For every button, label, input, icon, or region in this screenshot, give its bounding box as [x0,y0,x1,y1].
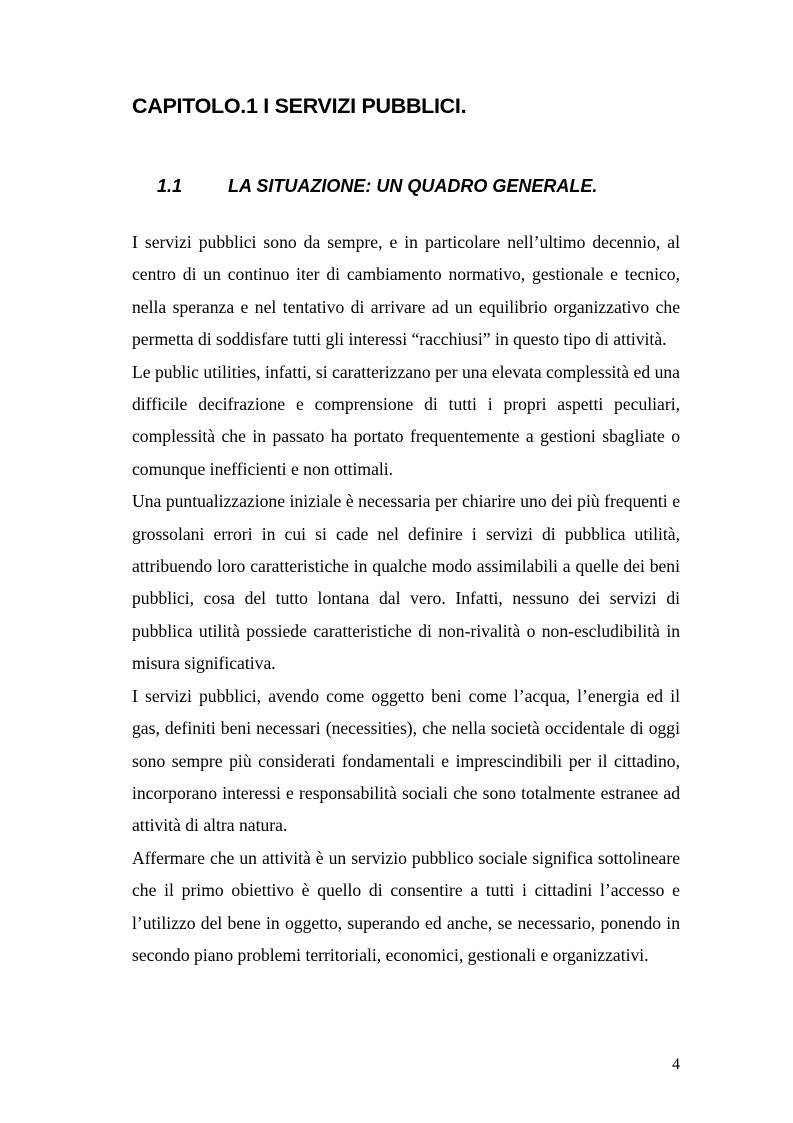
paragraph: I servizi pubblici sono da sempre, e in particolare nell’ultimo decennio, al centro di un continuo iter di cambiamento normativo, gestionale e tecnico, nella speranza e nel tentativo di arrivare ad un equilibrio organizzativo che permetta di soddisfare tutti gli interessi “racchiusi” in questo tipo di attività. [132,232,680,350]
body-text [132,226,680,971]
section-heading [157,176,597,197]
paragraph: Una puntualizzazione iniziale è necessaria per chiarire uno dei più frequenti e grossolani errori in cui si cade nel definire i servizi di pubblica utilità, attribuendo loro caratteristiche in qualche modo assimilabili a quelle dei beni pubblici, cosa del tutto lontana dal vero. Infatti, nessuno dei servizi di pubblica utilità possiede caratteristiche di non-rivalità o non-escludibilità in misura significativa. [132,491,680,674]
paragraph: I servizi pubblici, avendo come oggetto beni come l’acqua, l’energia ed il gas, definiti beni necessari (necessities), che nella società occidentale di oggi sono sempre più considerati fondamentali e imprescindibili per il cittadino, incorporano interessi e responsabilità sociali che sono totalmente estranee ad attività di altra natura. [132,685,680,836]
page-number: 4 [672,1056,680,1073]
chapter-title: CAPITOLO.1 I SERVIZI PUBBLICI. [132,94,467,118]
section-title: LA SITUAZIONE: UN QUADRO GENERALE. [228,176,598,196]
section-number: 1.1 [157,176,183,196]
paragraph: Le public utilities, infatti, si caratterizzano per una elevata complessità ed una difficile decifrazione e comprensione di tutti i propri aspetti peculiari, complessità che in passato ha portato frequentemente a gestioni sbagliate o comunque inefficienti e non ottimali. [132,361,680,479]
paragraph: Affermare che un attività è un servizio pubblico sociale significa sottolineare che il primo obiettivo è quello di consentire a tutti i cittadini l’accesso e l’utilizzo del bene in oggetto, superando ed anche, se necessario, ponendo in secondo piano problemi territoriali, economici, gestionali e organizzativi. [132,847,680,965]
